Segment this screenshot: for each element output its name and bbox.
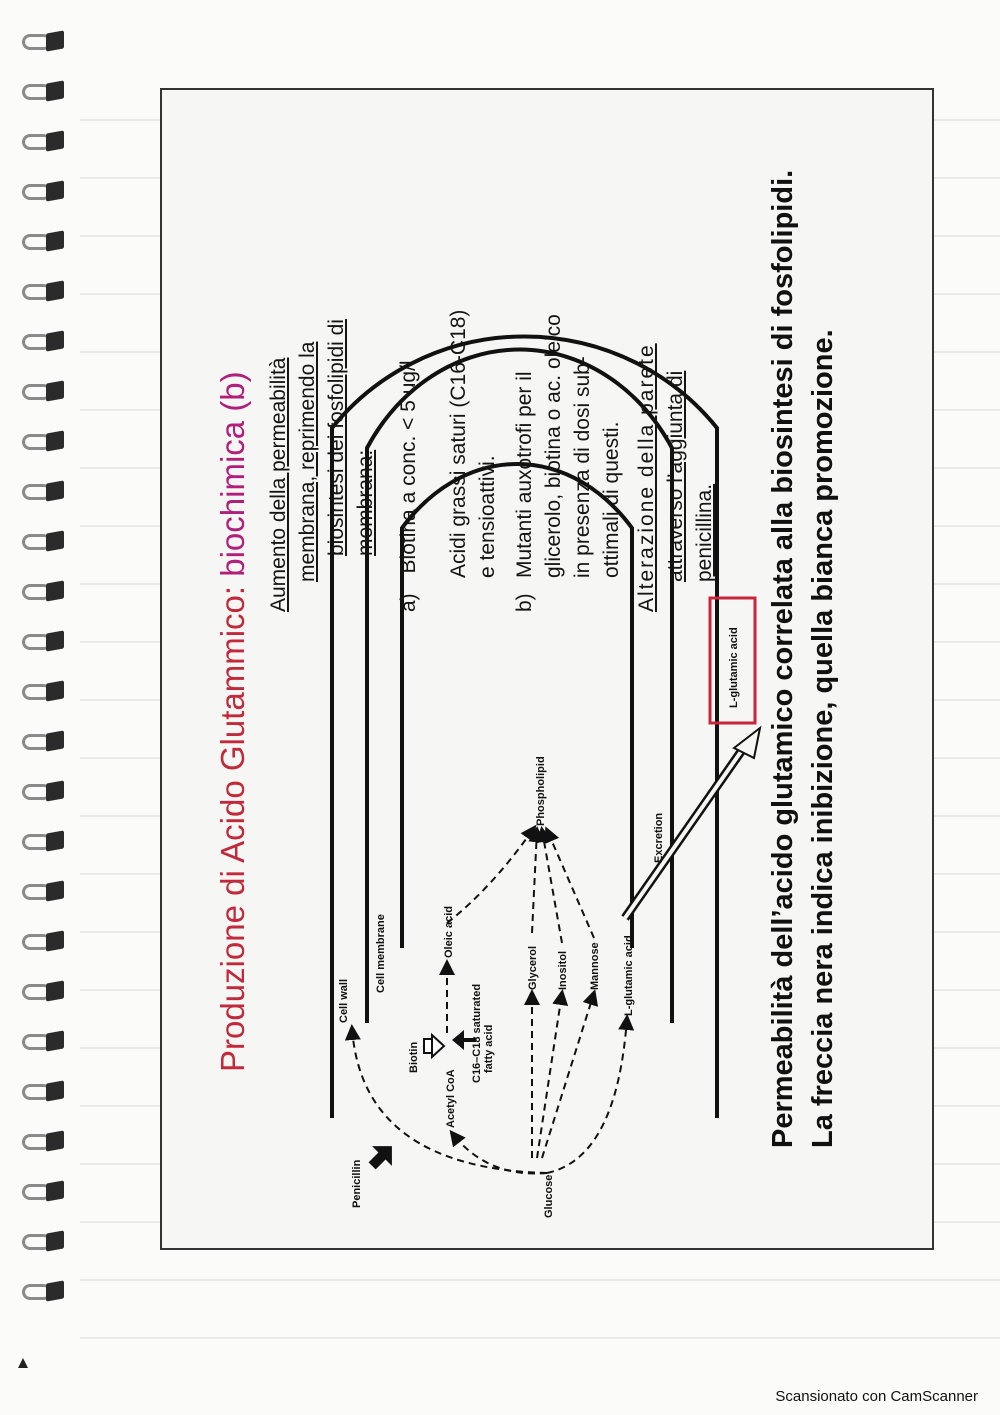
boxed-glutamic-label: L-glutamic acid: [728, 627, 740, 708]
item-b-marker: b): [513, 593, 536, 612]
glycerol-label: Glycerol: [527, 945, 539, 990]
item-b-line-2: glicerolo, biotina o ac. oleico: [542, 314, 565, 578]
acetyl-coa-label: Acetyl CoA: [445, 1069, 457, 1128]
aumento-block: [264, 217, 380, 612]
biotin-label: Biotin: [408, 1041, 420, 1073]
glucose-to-glutamic-path: [547, 1018, 627, 1173]
item-b-line-1: Mutanti auxotrofi per il: [513, 371, 536, 578]
inositol-to-phospholipid-path: [542, 830, 562, 943]
item-b-line-4: ottimali di questi.: [600, 421, 623, 578]
item-b-text: [510, 218, 626, 578]
item-a2-line-2: e tensioattivi.: [476, 455, 499, 578]
excretion-label: Excretion: [653, 812, 665, 863]
mannose-label: Mannose: [589, 942, 601, 990]
item-a2-line-1: Acidi grassi saturi (C16-C18): [447, 309, 470, 578]
oleic-to-phospholipid-path: [447, 828, 534, 923]
spiral-binding: [20, 30, 68, 1320]
mannose-to-phospholipid-path: [547, 830, 594, 938]
item-a: [394, 217, 423, 612]
phospholipid-label: Phospholipid: [535, 756, 547, 826]
item-a-text: Biotina a conc. < 5 ug/l: [397, 360, 420, 574]
fatty-acid-label-1: C16–C18 saturated: [471, 983, 483, 1083]
alterazione-line-1: Alterazione della parete: [635, 343, 658, 612]
bottom-line-1: Permeabilità dell’acido glutamico correlata alla biosintesi di fosfolipidi.: [767, 169, 799, 1148]
aumento-line-2: membrana, reprimendo la: [296, 341, 319, 582]
glucose-to-mannose-path: [542, 993, 594, 1158]
title-sub: biochimica (b): [214, 371, 251, 577]
item-b-line-3: in presenza di dosi sub-: [571, 356, 594, 578]
item-a-marker: a): [397, 593, 420, 612]
scanner-footer: Scansionato con CamScanner: [775, 1388, 978, 1405]
glycerol-to-phospholipid-path: [532, 830, 537, 933]
title-main: Produzione di Acido Glutammico:: [214, 576, 251, 1072]
excretion-arrow: [625, 728, 760, 918]
item-a2: [444, 218, 502, 578]
fatty-acid-label-2: fatty acid: [483, 1024, 495, 1073]
glucose-label: Glucose: [543, 1174, 555, 1218]
penicillin-black-arrow: [362, 1136, 402, 1176]
inositol-label: Inositol: [557, 950, 569, 990]
cell-membrane-label: Cell membrane: [375, 914, 387, 993]
rotated-slide-content: [162, 90, 932, 1248]
corner-mark: [18, 1358, 28, 1368]
penicillin-label: Penicillin: [351, 1159, 363, 1208]
biotin-white-arrow: [424, 1035, 444, 1057]
aumento-line-4: membrana:: [354, 449, 377, 556]
cell-wall-label: Cell wall: [338, 978, 350, 1023]
printed-slide: [160, 88, 934, 1250]
glutamic-acid-label: L-glutamic acid: [623, 935, 635, 1016]
bottom-line-2: La freccia nera indica inibizione, quella bianca promozione.: [807, 329, 839, 1148]
alterazione-block: [632, 217, 719, 612]
oleic-acid-label: Oleic acid: [443, 906, 455, 958]
aumento-line-1: Aumento della permeabilità: [267, 357, 290, 612]
alterazione-line-2: attraverso l’aggiunta di: [664, 370, 687, 582]
alterazione-line-3: penicillina.: [693, 483, 716, 582]
aumento-line-3: biosintesi dei fosfolipidi di: [325, 319, 348, 556]
